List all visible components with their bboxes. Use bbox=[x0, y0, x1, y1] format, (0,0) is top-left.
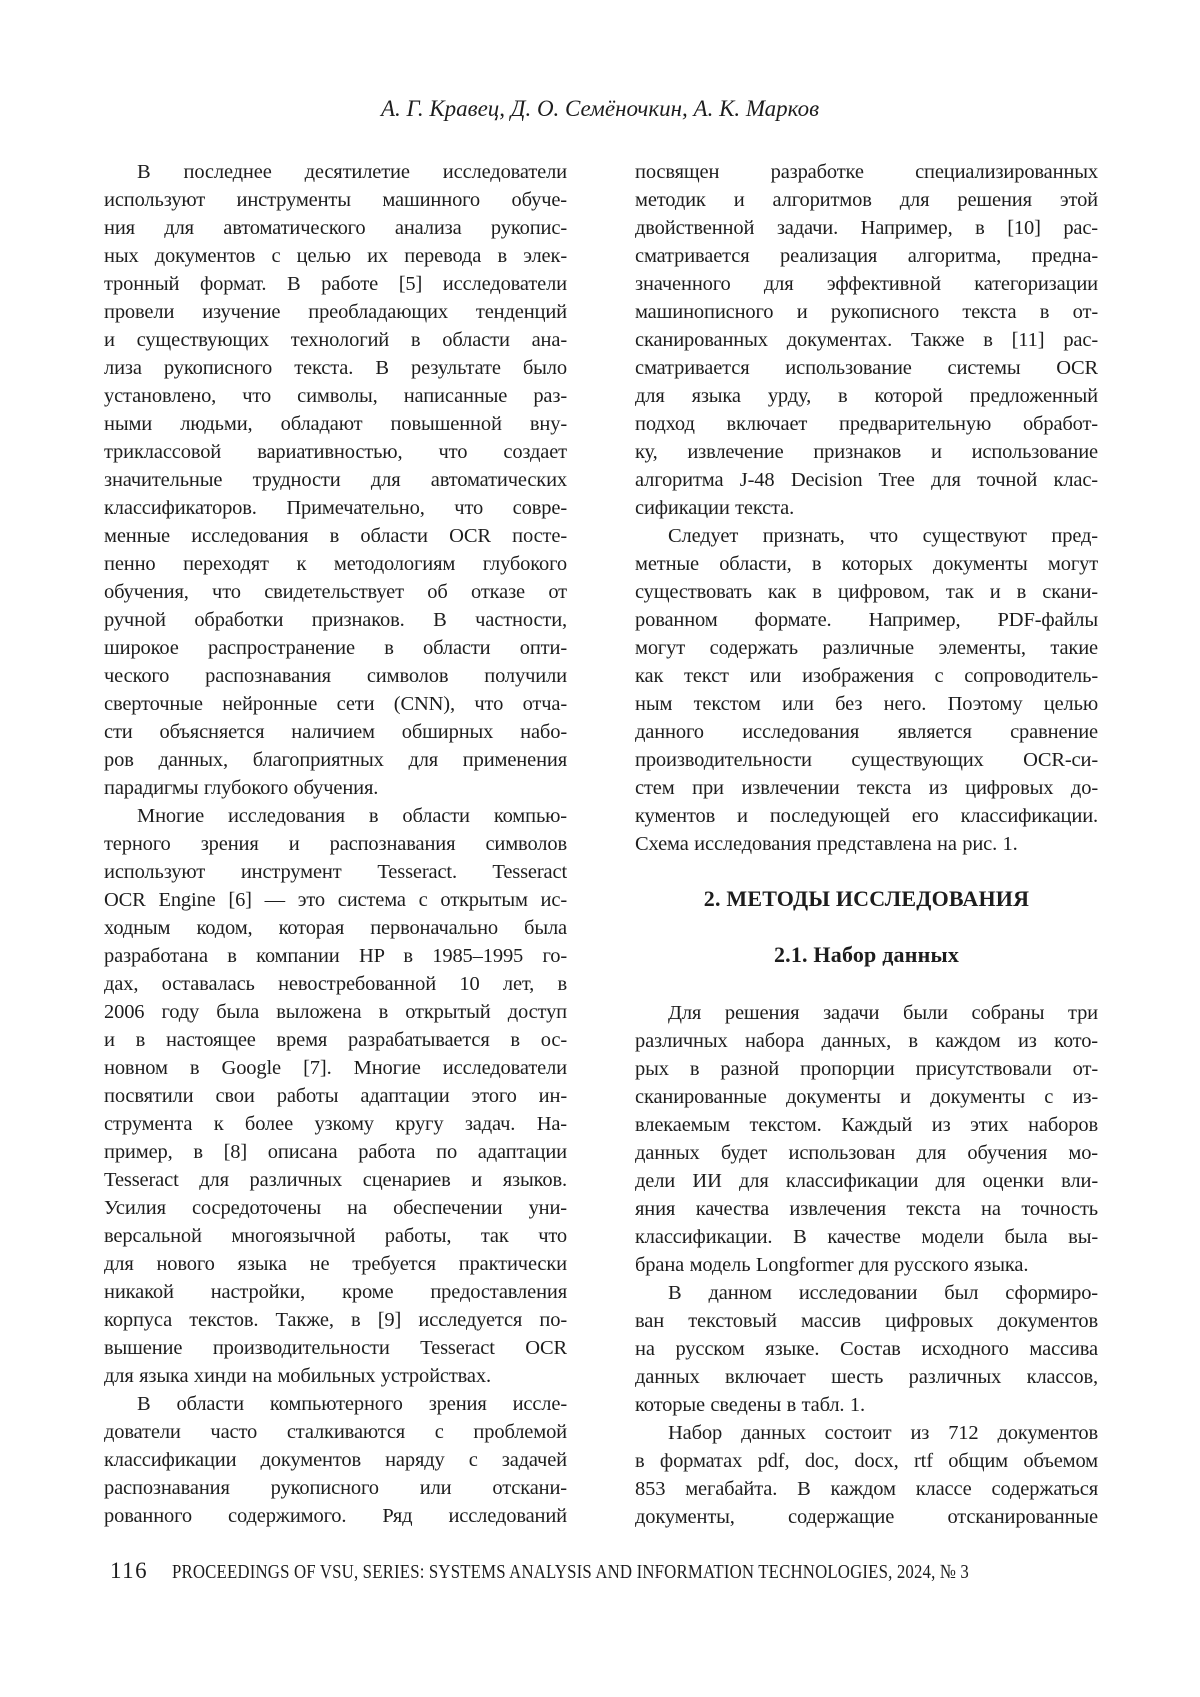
text-line: лиза рукописного текста. В результате было bbox=[104, 357, 567, 379]
text-line: парадигмы глубокого обучения. bbox=[104, 777, 379, 799]
text-line: 853 мегабайта. В каждом классе содержаться bbox=[635, 1478, 1098, 1500]
text-line: классификации документов наряду с задачей bbox=[104, 1449, 567, 1471]
text-line: используют инструменты машинного обуче- bbox=[104, 189, 567, 211]
text-line: дах, оставалась невостребованной 10 лет, в bbox=[104, 973, 567, 995]
text-line: ными людьми, обладают повышенной вну- bbox=[104, 413, 567, 435]
text-line: 2006 году была выложена в открытый доступ bbox=[104, 1001, 567, 1023]
text-line: Tesseract для различных сценариев и языков. bbox=[104, 1169, 567, 1191]
text-line: ходным кодом, которая первоначально была bbox=[104, 917, 567, 939]
two-column-text-area bbox=[104, 158, 1098, 1531]
text-line: пенно переходят к методологиям глубокого bbox=[104, 553, 567, 575]
text-line: ручной обработки признаков. В частности, bbox=[104, 609, 567, 631]
text-line: существовать как в цифровом, так и в скани- bbox=[635, 581, 1098, 603]
text-line: влекаемым текстом. Каждый из этих наборов bbox=[635, 1114, 1098, 1136]
text-line: различных набора данных, в каждом из кото- bbox=[635, 1030, 1098, 1052]
text-line: классификации. В качестве модели была вы- bbox=[635, 1226, 1098, 1248]
text-line: могут содержать различные элементы, такие bbox=[635, 637, 1098, 659]
text-line: триклассовой вариативностью, что создает bbox=[104, 441, 567, 463]
paragraph bbox=[635, 522, 1098, 858]
text-line: сканированных документах. Также в [11] рас- bbox=[635, 329, 1098, 351]
text-column-left bbox=[104, 158, 567, 1531]
text-line: для языка хинди на мобильных устройствах. bbox=[104, 1365, 491, 1387]
text-line: В последнее десятилетие исследователи bbox=[137, 161, 567, 183]
text-line: В данном исследовании был сформиро- bbox=[668, 1282, 1098, 1304]
text-line: OCR Engine [6] — это система с открытым ис- bbox=[104, 889, 567, 911]
text-line: для языка урду, в которой предложенный bbox=[635, 385, 1098, 407]
text-line: и существующих технологий в области ана- bbox=[104, 329, 567, 351]
text-line: рых в разной пропорции присутствовали от- bbox=[635, 1058, 1098, 1080]
text-line: значенного для эффективной категоризации bbox=[635, 273, 1098, 295]
paragraph bbox=[635, 158, 1098, 522]
text-line: струмента к более узкому кругу задач. На- bbox=[104, 1113, 567, 1135]
paragraph bbox=[635, 1279, 1098, 1419]
text-line: брана модель Longformer для русского языка. bbox=[635, 1254, 1029, 1276]
text-line: провели изучение преобладающих тенденций bbox=[104, 301, 567, 323]
text-line: обучения, что свидетельствует об отказе от bbox=[104, 581, 567, 603]
text-line: Следует признать, что существуют пред- bbox=[668, 525, 1098, 547]
text-line: Усилия сосредоточены на обеспечении уни- bbox=[104, 1197, 567, 1219]
text-line: В области компьютерного зрения иссле- bbox=[137, 1393, 567, 1415]
text-line: ческого распознавания символов получили bbox=[104, 665, 567, 687]
text-line: яния качества извлечения текста на точность bbox=[635, 1198, 1098, 1220]
text-line: сматривается реализация алгоритма, предна- bbox=[635, 245, 1098, 267]
paragraph bbox=[635, 1419, 1098, 1531]
text-line: стем при извлечении текста из цифровых до- bbox=[635, 777, 1098, 799]
text-line: ния для автоматического анализа рукопис- bbox=[104, 217, 567, 239]
text-line: на русском языке. Состав исходного массива bbox=[635, 1338, 1098, 1360]
text-line: менные исследования в области OCR посте- bbox=[104, 525, 567, 547]
text-line: значительные трудности для автоматических bbox=[104, 469, 567, 491]
text-line: ным текстом или без него. Поэтому целью bbox=[635, 693, 1098, 715]
text-line: дователи часто сталкиваются с проблемой bbox=[104, 1421, 567, 1443]
text-line: Схема исследования представлена на рис. 1. bbox=[635, 833, 1018, 855]
text-line: Набор данных состоит из 712 документов bbox=[668, 1422, 1098, 1444]
text-line: версальной многоязычной работы, так что bbox=[104, 1225, 567, 1247]
text-line: двойственной задачи. Например, в [10] рас- bbox=[635, 217, 1098, 239]
text-line: ку, извлечение признаков и использование bbox=[635, 441, 1098, 463]
text-line: ван текстовый массив цифровых документов bbox=[635, 1310, 1098, 1332]
paragraph bbox=[635, 999, 1098, 1279]
text-line: сверточные нейронные сети (CNN), что отча- bbox=[104, 693, 567, 715]
page-footer bbox=[110, 1558, 1120, 1584]
text-line: широкое распространение в области опти- bbox=[104, 637, 567, 659]
text-line: корпуса текстов. Также, в [9] исследуется по- bbox=[104, 1309, 567, 1331]
text-line: метные области, в которых документы могут bbox=[635, 553, 1098, 575]
text-line: терного зрения и распознавания символов bbox=[104, 833, 567, 855]
text-line: новном в Google [7]. Многие исследователи bbox=[104, 1057, 567, 1079]
text-line: данных включает шесть различных классов, bbox=[635, 1366, 1098, 1388]
text-line: пример, в [8] описана работа по адаптации bbox=[104, 1141, 567, 1163]
text-line: сификации текста. bbox=[635, 497, 795, 519]
text-line: и в настоящее время разрабатывается в ос- bbox=[104, 1029, 567, 1051]
text-line: рованного содержимого. Ряд исследований bbox=[104, 1505, 567, 1527]
text-line: сматривается использование системы OCR bbox=[635, 357, 1098, 379]
text-line: Для решения задачи были собраны три bbox=[668, 1002, 1098, 1024]
text-line: машинописного и рукописного текста в от- bbox=[635, 301, 1098, 323]
text-column-right bbox=[635, 158, 1098, 1531]
text-line: классификаторов. Примечательно, что совре- bbox=[104, 497, 567, 519]
text-line: посвятили свои работы адаптации этого ин- bbox=[104, 1085, 567, 1107]
text-line: разработана в компании HP в 1985–1995 го- bbox=[104, 945, 567, 967]
journal-title-line: PROCEEDINGS OF VSU, SERIES: SYSTEMS ANALYSIS AND INFORMATION TECHNOLOGIES, 2024, № 3 bbox=[172, 1561, 970, 1583]
subsection-heading: 2.1. Набор данных bbox=[773, 942, 960, 967]
text-line: рованном формате. Например, PDF-файлы bbox=[635, 609, 1098, 631]
text-line: тронный формат. В работе [5] исследователи bbox=[104, 273, 567, 295]
text-line: используют инструмент Tesseract. Tesseract bbox=[104, 861, 567, 883]
text-line: кументов и последующей его классификации. bbox=[635, 805, 1098, 827]
text-line: сти объясняется наличием обширных набо- bbox=[104, 721, 567, 743]
text-line: документы, содержащие отсканированные bbox=[635, 1506, 1098, 1528]
text-line: сканированные документы и документы с из- bbox=[635, 1086, 1098, 1108]
text-line: дели ИИ для классификации для оценки вли- bbox=[635, 1170, 1098, 1192]
text-line: Многие исследования в области компью- bbox=[137, 805, 567, 827]
text-line: никакой настройки, кроме предоставления bbox=[104, 1281, 567, 1303]
text-line: данных будет использован для обучения мо- bbox=[635, 1142, 1098, 1164]
text-line: которые сведены в табл. 1. bbox=[635, 1394, 865, 1416]
paragraph bbox=[104, 1390, 567, 1530]
section-heading: 2. МЕТОДЫ ИССЛЕДОВАНИЯ bbox=[703, 886, 1030, 911]
text-line: методик и алгоритмов для решения этой bbox=[635, 189, 1098, 211]
text-line: посвящен разработке специализированных bbox=[635, 161, 1098, 183]
text-line: ров данных, благоприятных для применения bbox=[104, 749, 567, 771]
text-line: как текст или изображения с сопроводитель- bbox=[635, 665, 1098, 687]
text-line: производительности существующих OCR-си- bbox=[635, 749, 1098, 771]
page-number: 116 bbox=[110, 1558, 149, 1583]
text-line: установлено, что символы, написанные раз- bbox=[104, 385, 567, 407]
text-line: в форматах pdf, doc, docx, rtf общим объемом bbox=[635, 1450, 1098, 1472]
paragraph bbox=[104, 158, 567, 802]
text-line: данного исследования является сравнение bbox=[635, 721, 1098, 743]
text-line: ных документов с целью их перевода в элек- bbox=[104, 245, 567, 267]
text-line: вышение производительности Tesseract OCR bbox=[104, 1337, 567, 1359]
paragraph bbox=[104, 802, 567, 1390]
text-line: распознавания рукописного или отскани- bbox=[104, 1477, 567, 1499]
text-line: алгоритма J-48 Decision Tree для точной клас- bbox=[635, 469, 1098, 491]
text-line: подход включает предварительную обработ- bbox=[635, 413, 1098, 435]
text-line: для нового языка не требуется практически bbox=[104, 1253, 567, 1275]
page-header-authors: А. Г. Кравец, Д. О. Семёночкин, А. К. Марков bbox=[380, 96, 820, 121]
